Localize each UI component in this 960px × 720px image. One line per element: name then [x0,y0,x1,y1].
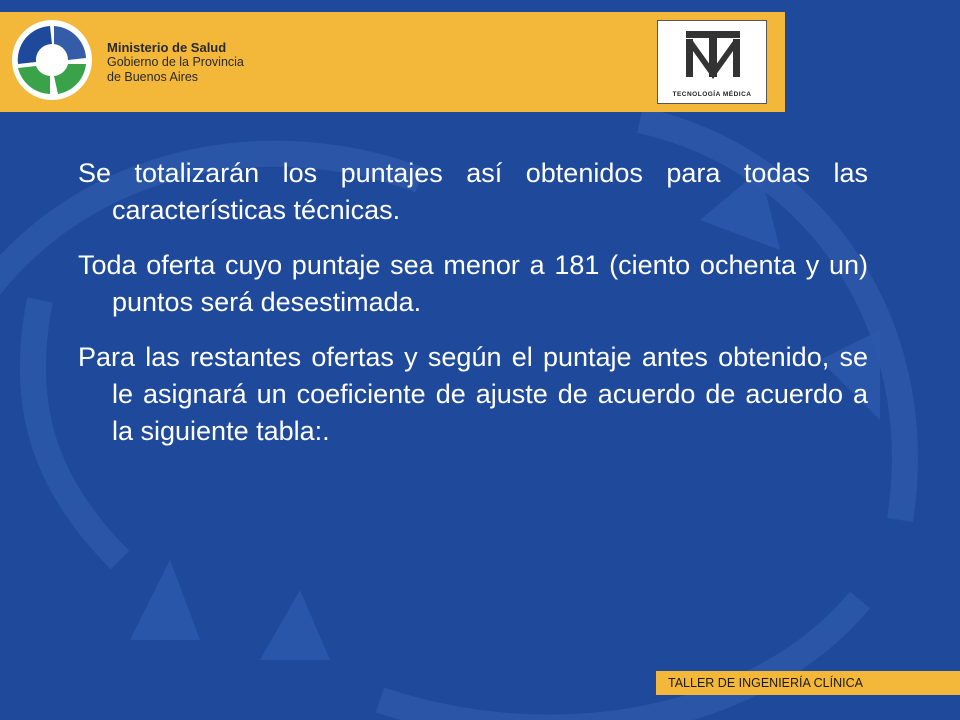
tecnologia-medica-logo [657,20,767,104]
paragraph-2: Toda oferta cuyo puntaje sea menor a 181 (ciento ochenta y un) puntos será desestimada. [78,250,868,317]
paragraph-1: Se totalizarán los puntajes así obtenidos para todas las características técnicas. [78,158,868,225]
slide-content [78,155,868,468]
ministry-logo-icon [10,18,94,102]
paragraph-3: Para las restantes ofertas y según el puntaje antes obtenido, se le asignará un coeficiente de ajuste de acuerdo de acuerdo a la siguiente tabla:. [78,342,868,446]
ministry-subtitle-line1: Gobierno de la Provincia [107,55,244,69]
footer-tag: TALLER DE INGENIERÍA CLÍNICA [656,671,960,695]
tm-monogram-icon [658,21,768,85]
ministry-label [107,40,244,85]
logo-caption: TECNOLOGÍA MÉDICA [672,91,752,98]
ministry-title: Ministerio de Salud [107,40,227,55]
ministry-subtitle-line2: de Buenos Aires [107,70,199,84]
